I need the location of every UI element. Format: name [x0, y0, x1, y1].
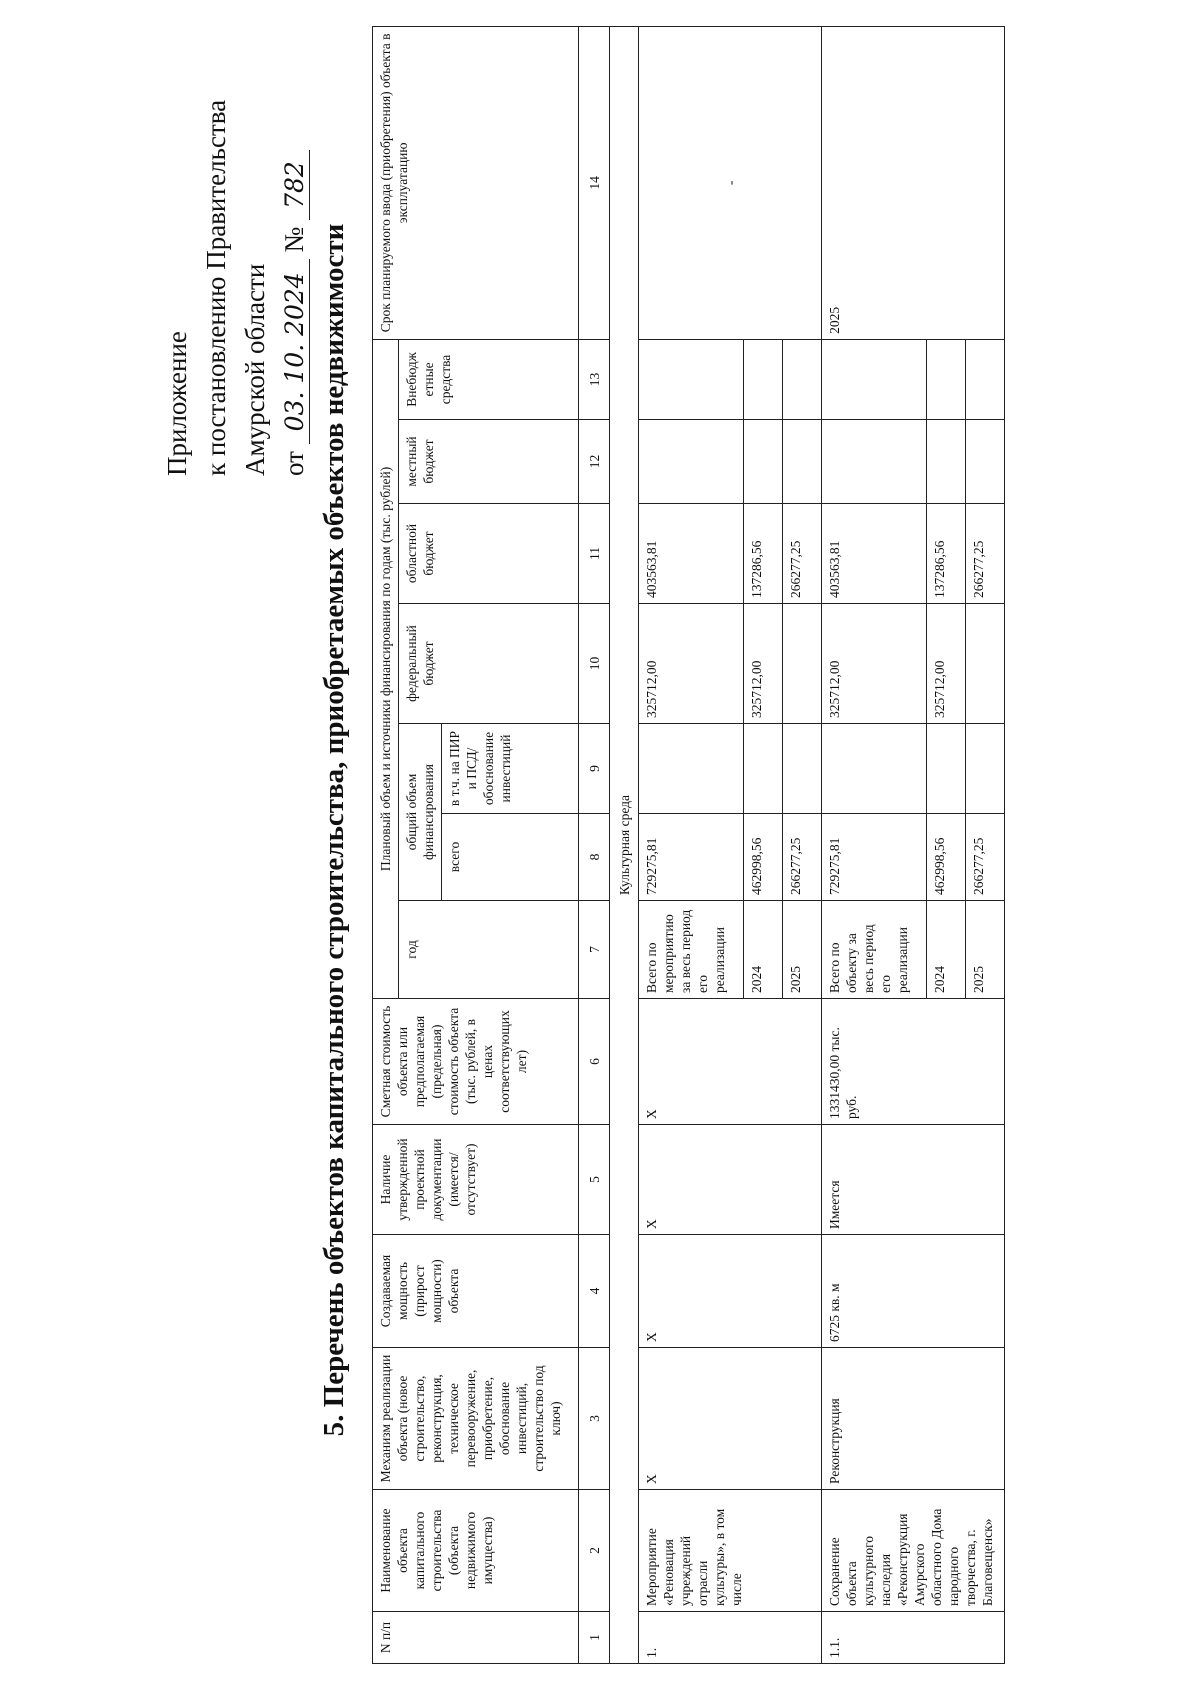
- header-term: Срок планируемого ввода (приобретения) объекта в эксплуатацию: [373, 26, 579, 339]
- col-number: 4: [579, 1235, 610, 1348]
- handwritten-number: 782: [281, 150, 310, 220]
- capital-construction-table: [372, 26, 1005, 1664]
- number-sign: №: [279, 226, 309, 253]
- row-federal: 325712,00: [927, 604, 966, 724]
- row-extra: [927, 339, 966, 419]
- col-number: 1: [579, 1612, 610, 1664]
- row-local: [822, 420, 927, 504]
- header-federal: федеральный бюджет: [399, 604, 579, 724]
- row-local: [927, 420, 966, 504]
- row-cost: 1331430,00 тыс. руб.: [822, 999, 1005, 1125]
- row-local: [966, 420, 1005, 504]
- row-cost: Х: [639, 999, 822, 1125]
- header-financing-group: Плановый объем и источники финансирования по годам (тыс. рублей): [373, 339, 399, 998]
- row-local: [744, 420, 783, 504]
- row-num: 1.: [639, 1612, 822, 1664]
- section-row: [610, 26, 639, 1663]
- row-extra: [966, 339, 1005, 419]
- approval-date-line: [275, 16, 314, 476]
- row-extra: [783, 339, 822, 419]
- row-federal: 325712,00: [744, 604, 783, 724]
- header-total-group: общий объем финансирования: [399, 724, 442, 901]
- col-number: 8: [579, 814, 610, 901]
- row-name: Сохранение объекта культурного наследия «Реконструкция Амурского областного Дома народного творчества, г. Благовещенск»: [822, 1490, 1005, 1612]
- section-title: Культурная среда: [610, 26, 639, 1663]
- row-pir: [822, 724, 927, 814]
- row-pir: [927, 724, 966, 814]
- header-local: местный бюджет: [399, 420, 579, 504]
- row-extra: [822, 339, 927, 419]
- row-pir: [966, 724, 1005, 814]
- row-local: [783, 420, 822, 504]
- header-regional: областной бюджет: [399, 504, 579, 604]
- handwritten-date: 03. 10. 2024: [281, 259, 310, 444]
- header-year: год: [399, 901, 579, 999]
- row-total: 462998,56: [927, 814, 966, 901]
- col-number: 14: [579, 26, 610, 339]
- page-title: 5. Перечень объектов капитального строительства, приобретаемых объектов недвижимости: [318, 223, 350, 1437]
- col-number: 7: [579, 901, 610, 999]
- row-federal: [966, 604, 1005, 724]
- header-total-pir: в т.ч. на ПИР и ПСД/ обоснование инвестиций: [442, 724, 579, 814]
- header-capacity: Создаваемая мощность (прирост мощности) объекта: [373, 1235, 579, 1348]
- row-capacity: Х: [639, 1235, 822, 1348]
- approval-line-region: Амурской области: [240, 263, 270, 476]
- row-regional: 266277,25: [966, 504, 1005, 604]
- row-year: Всего по мероприятию за весь период его реализации: [639, 901, 744, 999]
- row-regional: 137286,56: [744, 504, 783, 604]
- row-pir: [783, 724, 822, 814]
- row-pir: [744, 724, 783, 814]
- header-docs: Наличие утвержденной проектной документации (имеется/ отсутствует): [373, 1125, 579, 1235]
- row-total: 266277,25: [783, 814, 822, 901]
- row-total: 729275,81: [822, 814, 927, 901]
- approval-line-appendix: Приложение: [162, 331, 192, 476]
- col-number: 5: [579, 1125, 610, 1235]
- row-year: Всего по объекту за весь период его реализации: [822, 901, 927, 999]
- row-year: 2024: [927, 901, 966, 999]
- row-regional: 266277,25: [783, 504, 822, 604]
- row-term: -: [639, 26, 822, 339]
- approval-block: [158, 16, 314, 476]
- row-year: 2024: [744, 901, 783, 999]
- row-year: 2025: [966, 901, 1005, 999]
- col-number: 9: [579, 724, 610, 814]
- row-regional: 137286,56: [927, 504, 966, 604]
- row-total: 462998,56: [744, 814, 783, 901]
- header-extra: Внебюдж етные средства: [399, 339, 579, 419]
- row-mechanism: Х: [639, 1348, 822, 1490]
- header-num: N п/п: [373, 1612, 579, 1664]
- column-number-row: [579, 26, 610, 1663]
- row-total: 729275,81: [639, 814, 744, 901]
- col-number: 11: [579, 504, 610, 604]
- row-mechanism: Реконструкция: [822, 1348, 1005, 1490]
- row-year: 2025: [783, 901, 822, 999]
- date-prefix: от: [279, 451, 309, 476]
- col-number: 3: [579, 1348, 610, 1490]
- row-regional: 403563,81: [639, 504, 744, 604]
- table-row: [639, 26, 744, 1663]
- row-total: 266277,25: [966, 814, 1005, 901]
- row-federal: 325712,00: [822, 604, 927, 724]
- row-federal: 325712,00: [639, 604, 744, 724]
- col-number: 12: [579, 420, 610, 504]
- col-number: 6: [579, 999, 610, 1125]
- approval-line-resolution: к постановлению Правительства: [201, 99, 231, 476]
- header-mechanism: Механизм реализации объекта (новое строительство, реконструкция, техническое перевооружение, приобретение, обоснование инвестиций, строительство под ключ): [373, 1348, 579, 1490]
- col-number: 13: [579, 339, 610, 419]
- row-num: 1.1.: [822, 1612, 1005, 1664]
- header-cost: Сметная стоимость объекта или предполагаемая (предельная) стоимость объекта (тыс. рублей, в ценах соответствующих лет): [373, 999, 579, 1125]
- row-federal: [783, 604, 822, 724]
- row-docs: Х: [639, 1125, 822, 1235]
- header-name: Наименование объекта капитального строительства (объекта недвижимого имущества): [373, 1490, 579, 1612]
- row-pir: [639, 724, 744, 814]
- col-number: 2: [579, 1490, 610, 1612]
- row-extra: [744, 339, 783, 419]
- row-local: [639, 420, 744, 504]
- row-name: Мероприятие «Реновация учреждений отрасли культуры», в том числе: [639, 1490, 822, 1612]
- row-extra: [639, 339, 744, 419]
- table-row: [822, 26, 927, 1663]
- col-number: 10: [579, 604, 610, 724]
- row-term: 2025: [822, 26, 1005, 339]
- row-regional: 403563,81: [822, 504, 927, 604]
- header-total-all: всего: [442, 814, 579, 901]
- row-capacity: 6725 кв. м: [822, 1235, 1005, 1348]
- row-docs: Имеется: [822, 1125, 1005, 1235]
